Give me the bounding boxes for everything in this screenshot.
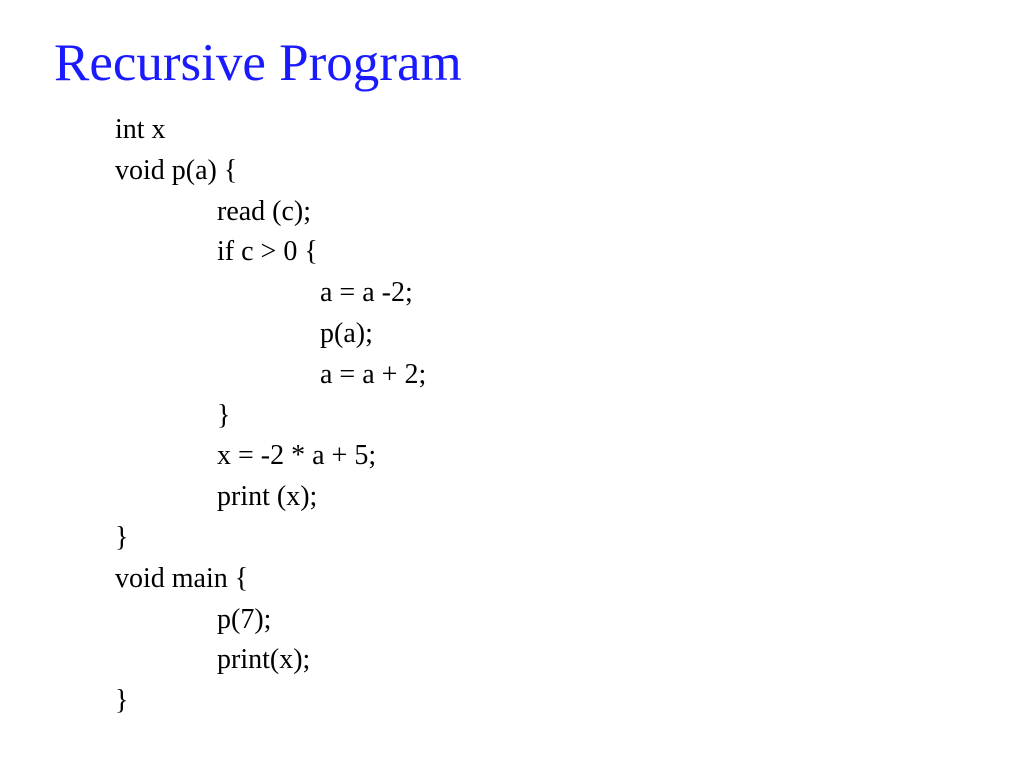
slide-title: Recursive Program: [54, 34, 462, 92]
code-line: void main {: [115, 562, 249, 594]
code-line: void p(a) {: [115, 154, 238, 186]
code-line: x = -2 * a + 5;: [217, 440, 377, 472]
code-line: }: [115, 521, 129, 553]
code-line: p(a);: [320, 317, 373, 349]
code-line: print(x);: [217, 644, 311, 676]
code-line: int x: [115, 114, 166, 145]
code-line: a = a -2;: [320, 277, 413, 309]
code-line: if c > 0 {: [217, 236, 318, 268]
code-line: a = a + 2;: [320, 358, 427, 390]
code-line: print (x);: [217, 481, 318, 513]
code-line: read (c);: [217, 195, 312, 227]
code-line: }: [115, 685, 129, 717]
code-line: }: [217, 399, 231, 431]
code-block: [115, 110, 426, 722]
code-line: p(7);: [217, 603, 272, 635]
